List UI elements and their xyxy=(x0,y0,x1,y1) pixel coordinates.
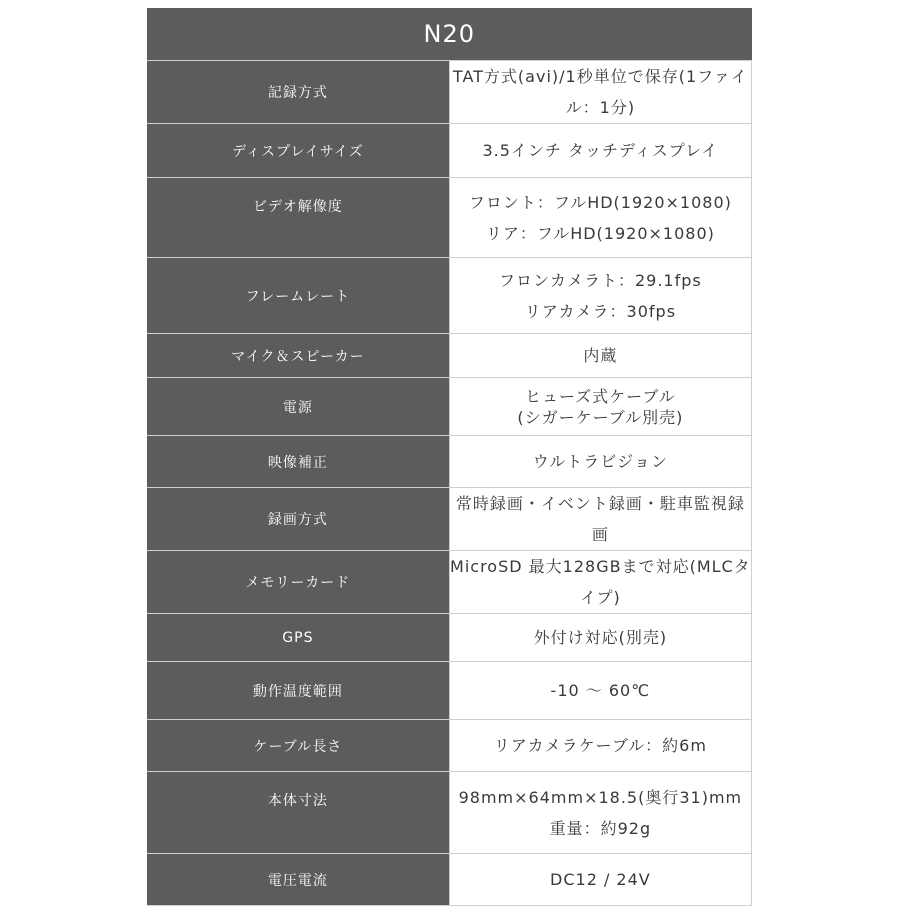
spec-title: N20 xyxy=(147,8,752,61)
spec-value-line: フロント：フルHD(1920×1080) xyxy=(468,192,732,212)
spec-label-text: 動作温度範囲 xyxy=(252,683,343,700)
spec-label-text: マイク＆スピーカー xyxy=(231,348,365,365)
spec-value xyxy=(449,854,751,906)
spec-row-voltage-current xyxy=(147,854,752,906)
spec-row-operating-temperature xyxy=(147,662,752,720)
spec-label xyxy=(147,124,449,178)
spec-value-line: (シガーケーブル別売) xyxy=(517,407,684,427)
spec-row-dimensions xyxy=(147,772,752,854)
spec-value-line: DC12 / 24V xyxy=(550,870,651,889)
spec-value-line: 内蔵 xyxy=(583,346,618,365)
spec-label xyxy=(147,720,449,772)
spec-value xyxy=(449,258,751,334)
spec-value-line: ヒューズ式ケーブル xyxy=(524,386,676,406)
spec-value xyxy=(449,551,751,614)
spec-value-line: 外付け対応(別売) xyxy=(533,628,668,647)
spec-label-text: GPS xyxy=(282,629,314,646)
spec-value-line: MicroSD 最大128GBまで対応(MLCタイプ) xyxy=(450,557,751,607)
spec-value xyxy=(449,614,751,662)
spec-row-recording-method xyxy=(147,61,752,124)
spec-value xyxy=(449,772,751,854)
spec-value-line: リア：フルHD(1920×1080) xyxy=(485,223,715,243)
spec-label xyxy=(147,551,449,614)
spec-label xyxy=(147,378,449,436)
spec-value-line: リアカメラ：30fps xyxy=(524,301,677,321)
spec-value xyxy=(449,720,751,772)
spec-value-line: ウルトラビジョン xyxy=(532,452,668,471)
spec-value-line: TAT方式(avi)/1秒単位で保存(1ファイル：1分) xyxy=(452,67,748,117)
spec-row-cable-length xyxy=(147,720,752,772)
spec-label xyxy=(147,662,449,720)
spec-label xyxy=(147,436,449,488)
spec-value-line: リアカメラケーブル：約6m xyxy=(493,736,707,755)
spec-label xyxy=(147,61,449,124)
spec-label-text: 録画方式 xyxy=(267,512,328,528)
spec-value-line: 常時録画・イベント録画・駐車監視録画 xyxy=(455,494,745,544)
spec-value-line: 3.5インチ タッチディスプレイ xyxy=(482,141,719,160)
spec-label-text: ディスプレイサイズ xyxy=(232,143,364,160)
spec-row-mic-speaker xyxy=(147,334,752,378)
spec-value xyxy=(449,488,751,551)
spec-title-row xyxy=(147,8,752,61)
spec-value xyxy=(449,378,751,436)
spec-value xyxy=(449,124,751,178)
spec-row-image-correction xyxy=(147,436,752,488)
spec-value-line: 重量：約92g xyxy=(549,818,652,838)
spec-table xyxy=(147,8,752,906)
spec-value-line: 98mm×64mm×18.5(奥行31)mm xyxy=(458,787,743,807)
spec-label-text: 映像補正 xyxy=(267,454,328,471)
spec-label-text: 記録方式 xyxy=(267,85,328,101)
spec-row-recording-mode xyxy=(147,488,752,551)
spec-label-text: ビデオ解像度 xyxy=(253,199,343,215)
spec-label xyxy=(147,334,449,378)
spec-value xyxy=(449,662,751,720)
spec-row-video-resolution xyxy=(147,178,752,258)
spec-label-text: ケーブル長さ xyxy=(253,738,343,755)
spec-value xyxy=(449,178,751,258)
spec-label-text: メモリーカード xyxy=(245,575,351,591)
spec-label xyxy=(147,488,449,551)
spec-label xyxy=(147,258,449,334)
spec-row-gps xyxy=(147,614,752,662)
spec-value xyxy=(449,61,751,124)
spec-row-memory-card xyxy=(147,551,752,614)
spec-label-text: 電源 xyxy=(282,399,313,416)
spec-value-line: フロンカメラト：29.1fps xyxy=(498,270,702,290)
spec-row-display-size xyxy=(147,124,752,178)
spec-label-text: 電圧電流 xyxy=(267,872,328,889)
spec-label xyxy=(147,854,449,906)
spec-value-line: -10 ～ 60℃ xyxy=(550,681,651,700)
spec-value xyxy=(449,334,751,378)
spec-row-frame-rate xyxy=(147,258,752,334)
spec-row-power xyxy=(147,378,752,436)
spec-label xyxy=(147,178,449,258)
spec-label-text: 本体寸法 xyxy=(267,793,328,809)
spec-value xyxy=(449,436,751,488)
spec-label xyxy=(147,772,449,854)
spec-label-text: フレームレート xyxy=(245,288,351,305)
spec-label xyxy=(147,614,449,662)
